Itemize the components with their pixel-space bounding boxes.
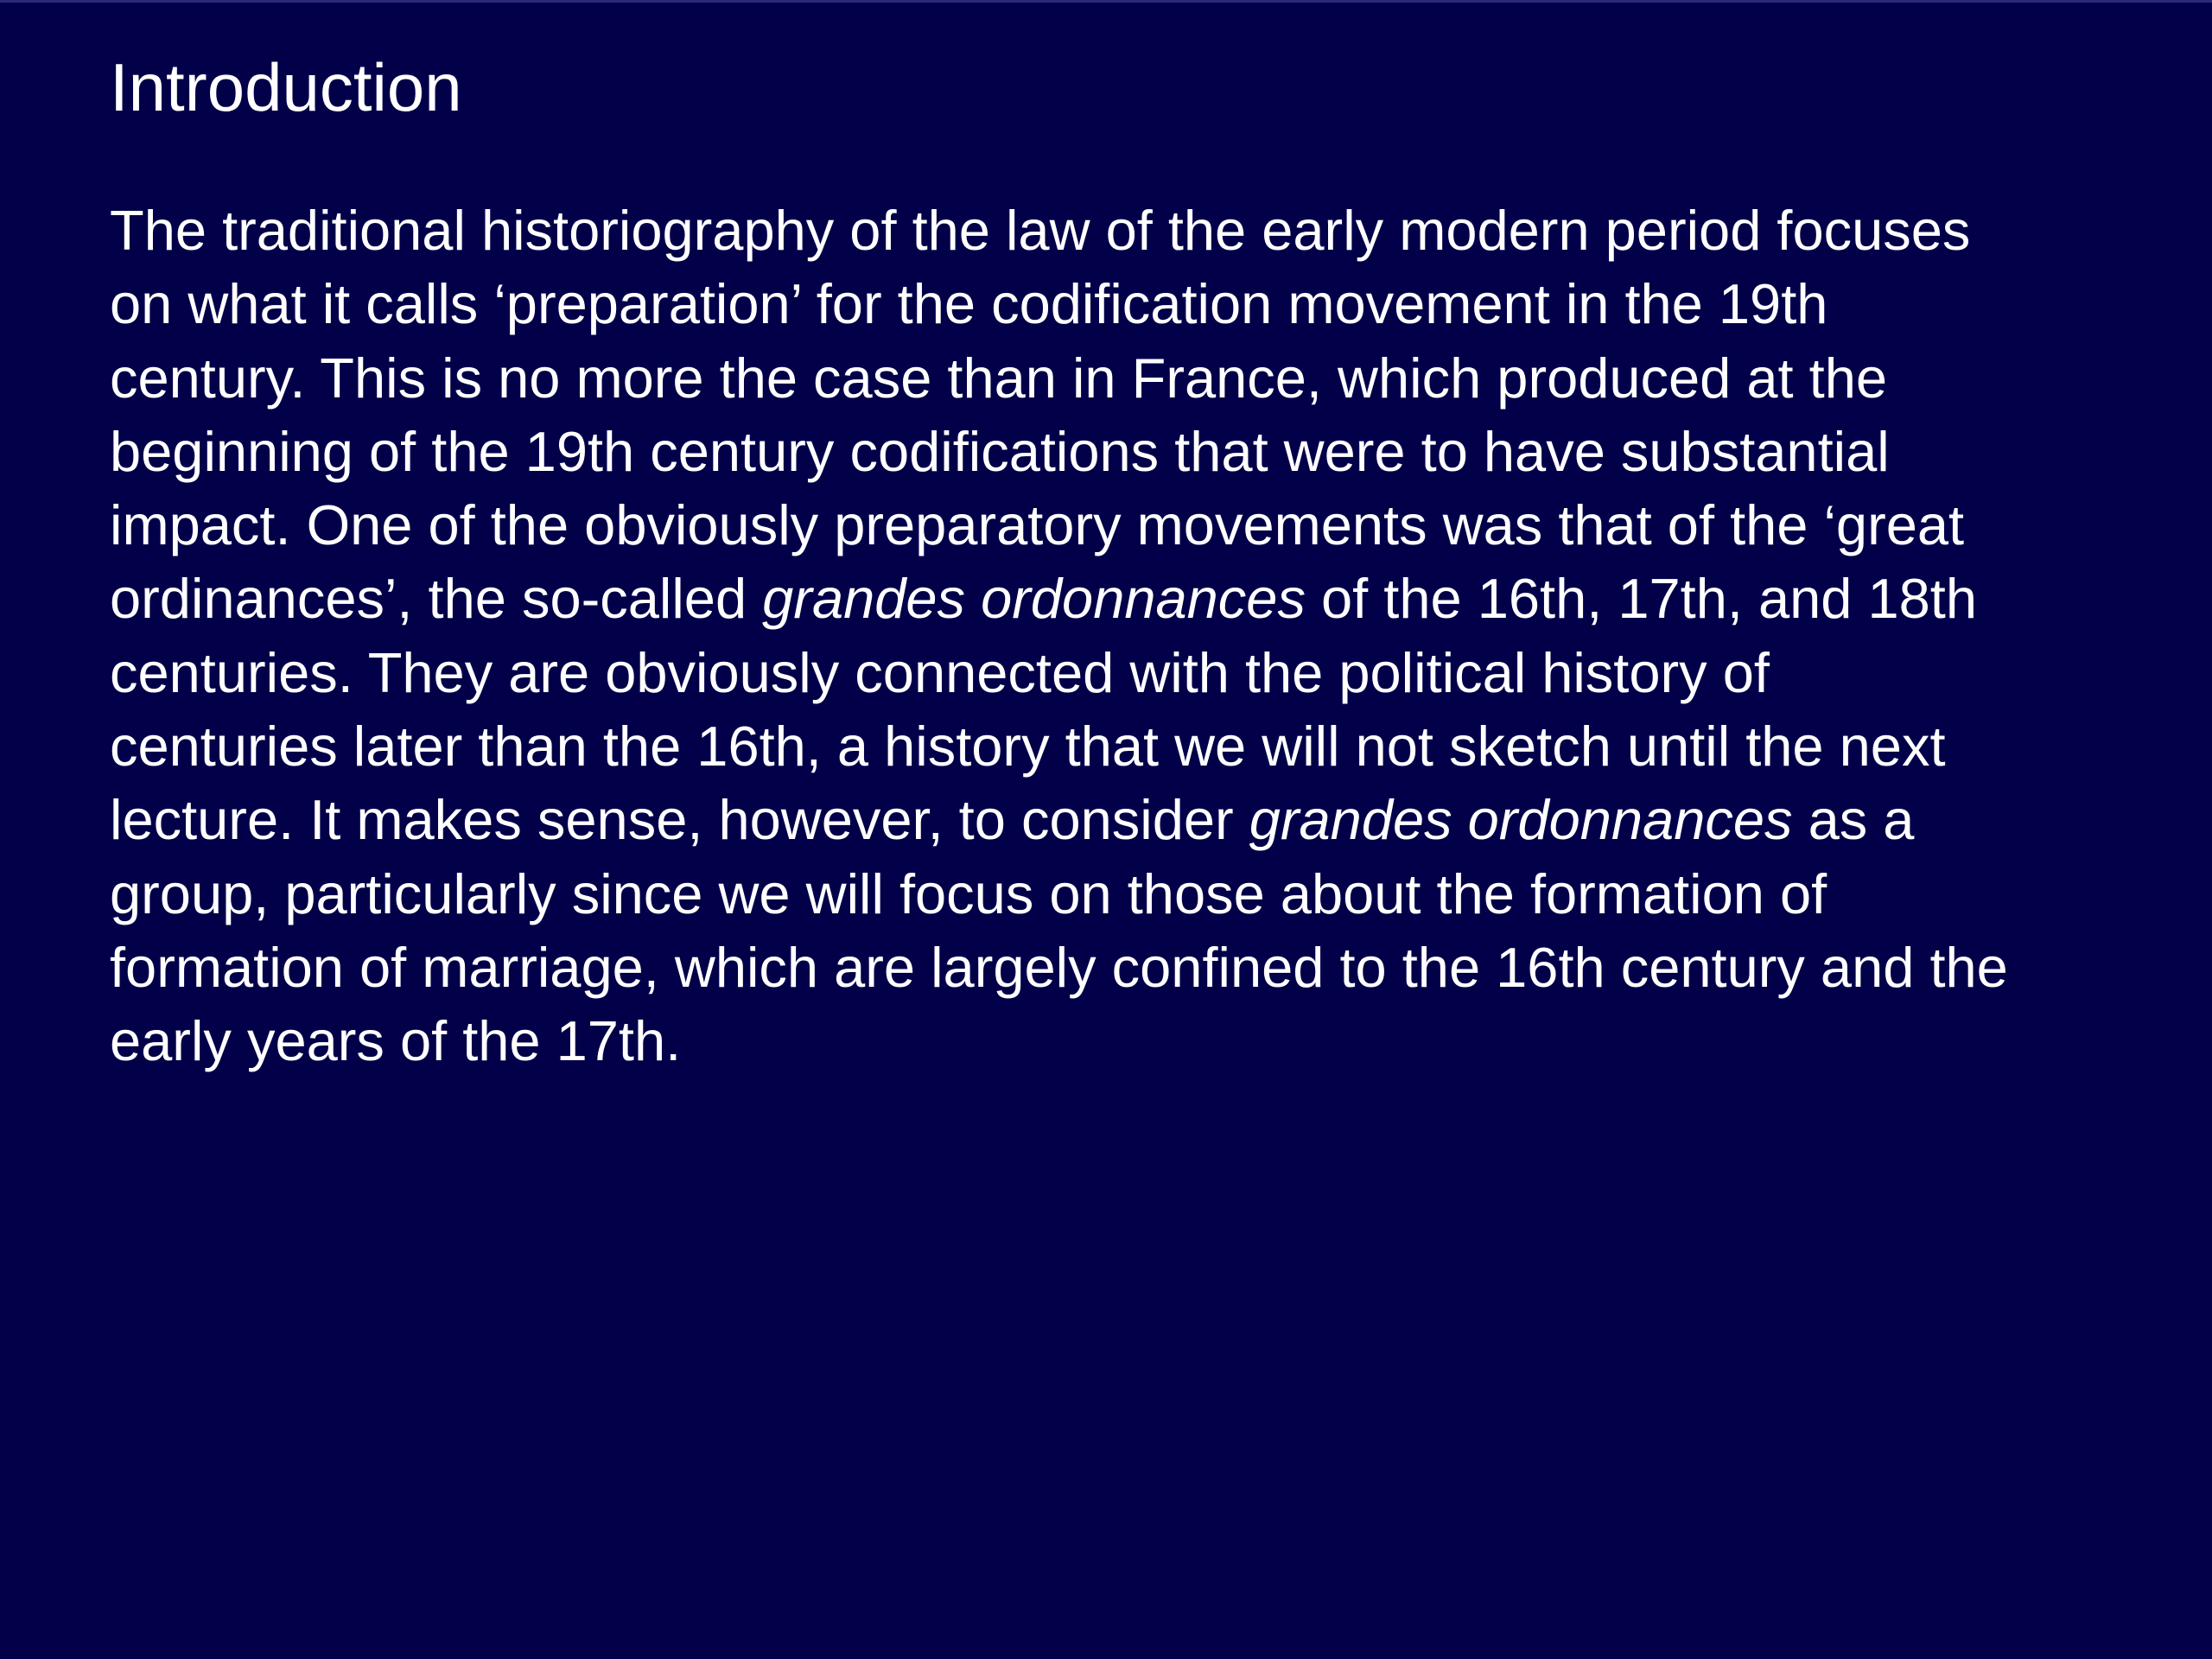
paragraph-text: impact. One of the obviously preparatory movements was that of the ‘great bbox=[110, 493, 1965, 557]
italic-term: grandes ordonnances bbox=[1249, 788, 1793, 852]
paragraph-text: group, particularly since we will focus on those about the formation of bbox=[110, 861, 1827, 925]
paragraph-line bbox=[110, 267, 2201, 340]
paragraph-line bbox=[110, 194, 2201, 267]
slide-top-border bbox=[0, 0, 2212, 3]
paragraph-line bbox=[110, 488, 2201, 562]
paragraph-text: formation of marriage, which are largely confined to the 16th century and the bbox=[110, 935, 2008, 999]
body-paragraph bbox=[110, 194, 2201, 1078]
paragraph-line bbox=[110, 931, 2201, 1004]
paragraph-line bbox=[110, 415, 2201, 488]
paragraph-text: of the 16th, 17th, and 18th bbox=[1305, 567, 1977, 631]
paragraph-text: centuries later than the 16th, a history that we will not sketch until the next bbox=[110, 715, 1946, 779]
paragraph-text: as a bbox=[1792, 788, 1915, 852]
paragraph-text: ordinances’, the so-called bbox=[110, 567, 763, 631]
paragraph-line bbox=[110, 562, 2201, 635]
paragraph-text: lecture. It makes sense, however, to consider bbox=[110, 788, 1249, 852]
slide-title: Introduction bbox=[110, 49, 462, 125]
italic-term: grandes ordonnances bbox=[762, 567, 1306, 631]
paragraph-line bbox=[110, 857, 2201, 931]
paragraph-text: early years of the 17th. bbox=[110, 1009, 682, 1073]
paragraph-text: beginning of the 19th century codifications that were to have substantial bbox=[110, 419, 1890, 483]
paragraph-line bbox=[110, 341, 2201, 415]
paragraph-text: centuries. They are obviously connected with the political history of bbox=[110, 640, 1770, 704]
paragraph-text: The traditional historiography of the law of the early modern period focuses bbox=[110, 199, 1971, 262]
paragraph-line bbox=[110, 1004, 2201, 1077]
paragraph-text: on what it calls ‘preparation’ for the codification movement in the 19th bbox=[110, 272, 1828, 336]
paragraph-text: century. This is no more the case than in France, which produced at the bbox=[110, 346, 1888, 410]
paragraph-line bbox=[110, 709, 2201, 783]
paragraph-line bbox=[110, 783, 2201, 856]
paragraph-line bbox=[110, 636, 2201, 709]
